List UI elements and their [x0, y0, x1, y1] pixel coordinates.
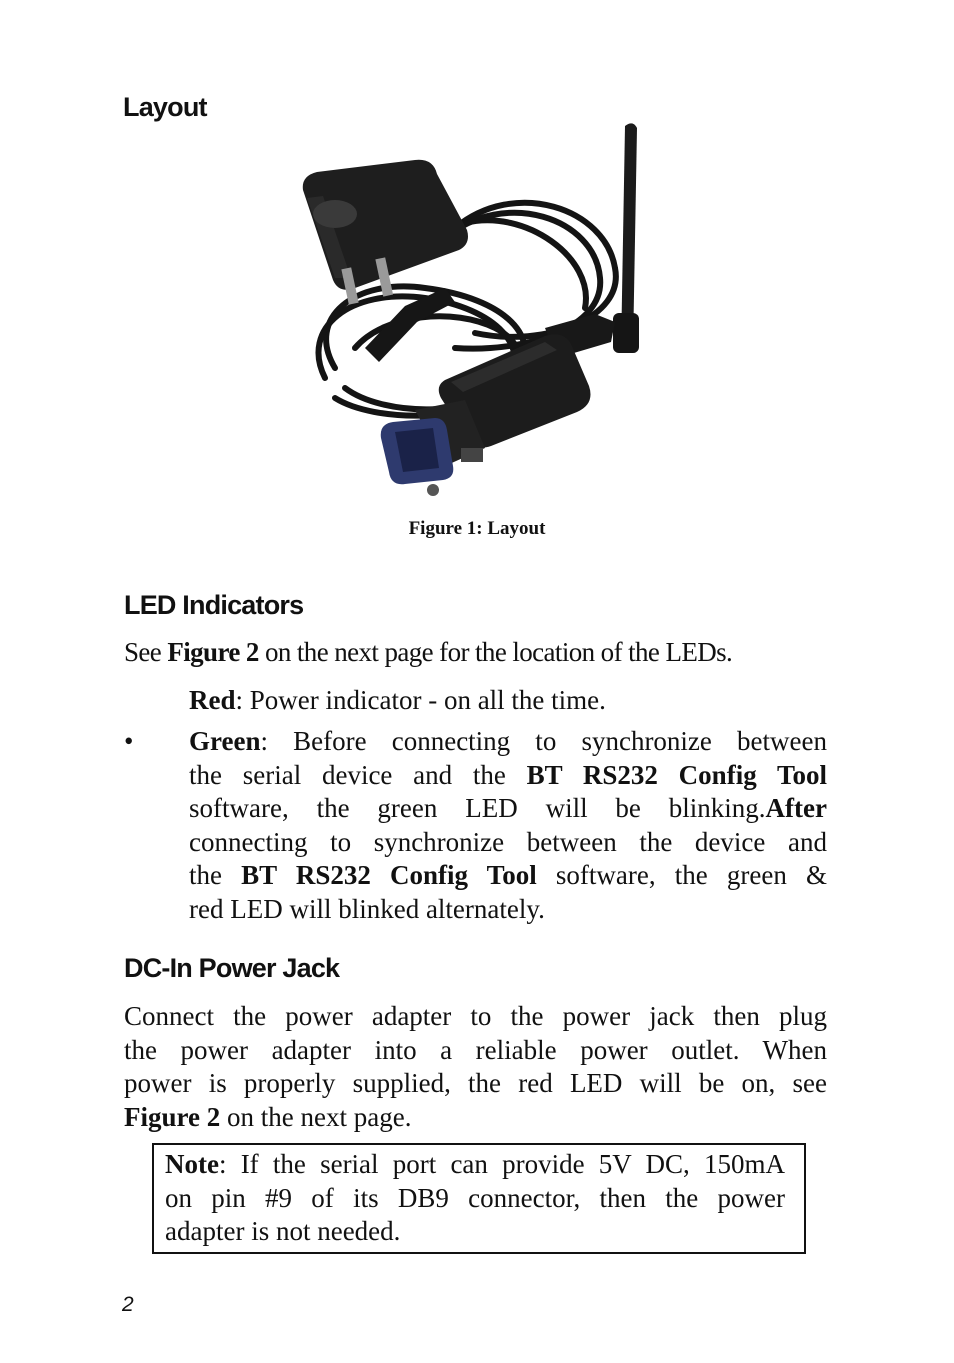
green-led-description: Green: Before connecting to synchronize between the serial device and the BT RS232 Config Tool software, the green LED will be blinking.After connecting to synchronize between the device and the BT RS232 Config Tool software, the green & red LED will blinked alternately.: [189, 726, 827, 924]
power-adapter: [303, 160, 468, 305]
led-intro: See Figure 2 on the next page for the location of the LEDs.: [124, 637, 733, 667]
tool-name: BT RS232 Config Tool: [241, 860, 537, 890]
tool-name: BT RS232 Config Tool: [526, 759, 827, 790]
page-number: 2: [122, 1293, 134, 1316]
red-led-line: Red: Power indicator - on all the time.: [189, 685, 606, 715]
dc-in-paragraph: Connect the power adapter to the power jack then plug the power adapter into a reliable power outlet. When power is properly supplied, the red LED will be on, see Figure 2 on the next page.: [124, 1001, 827, 1132]
heading-layout: Layout: [123, 92, 207, 122]
figure-caption: Figure 1: Layout: [408, 518, 546, 539]
figure-2-ref: Figure 2: [167, 637, 259, 667]
antenna-base: [613, 313, 639, 353]
figure-2-ref: Figure 2: [124, 1101, 221, 1132]
bullet-marker: •: [124, 726, 134, 756]
device-photo: [295, 118, 645, 498]
heading-led-indicators: LED Indicators: [124, 590, 304, 620]
note-text: Note: If the serial port can provide 5V DC, 150mA on pin #9 of its DB9 connector, then the power adapter is not needed.: [165, 1149, 785, 1246]
heading-dc-in-power-jack: DC-In Power Jack: [124, 953, 340, 983]
